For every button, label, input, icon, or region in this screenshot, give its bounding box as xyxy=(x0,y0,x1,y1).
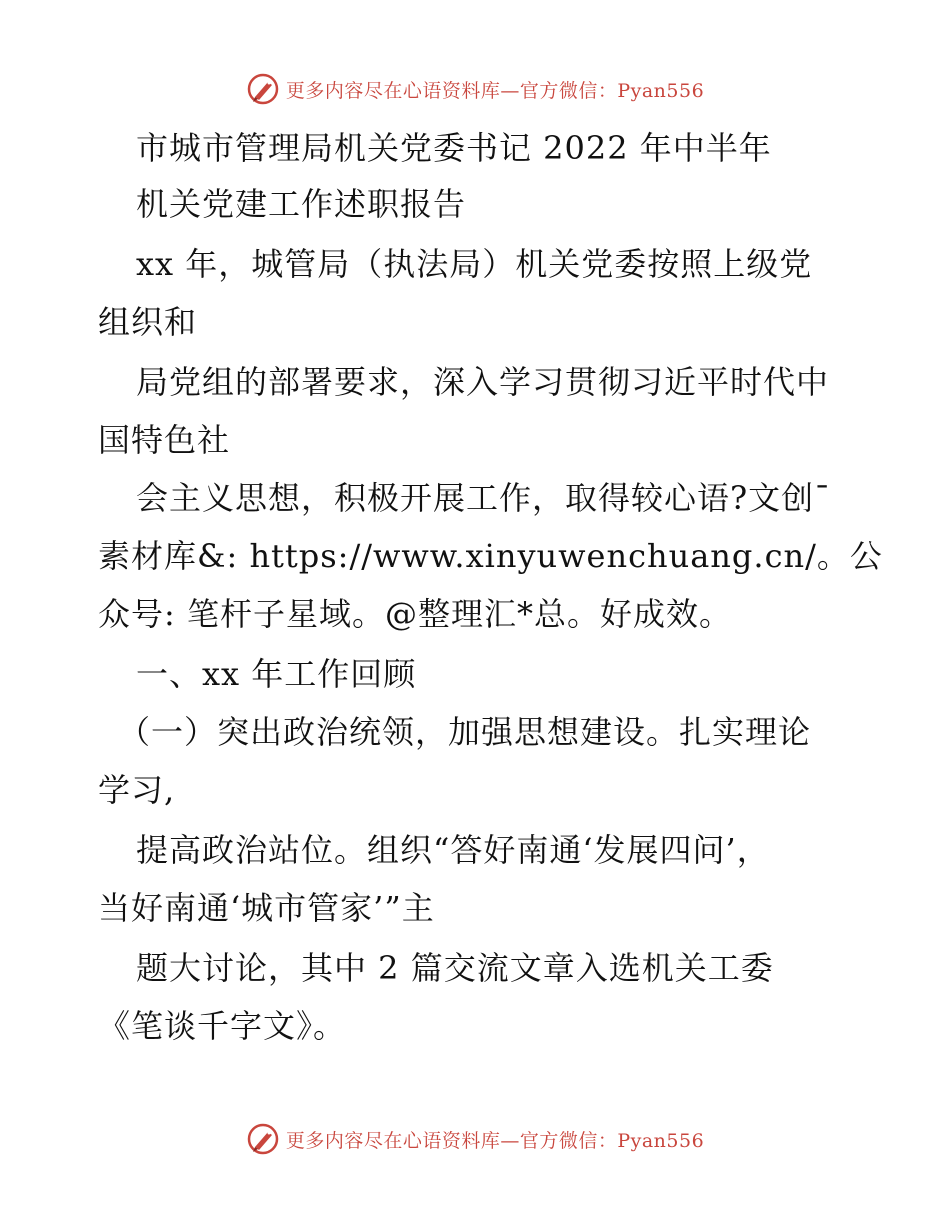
watermark-text: 更多内容尽在心语资料库—官方微信：Pyan556 xyxy=(285,79,705,102)
paragraph-line: 局党组的部署要求，深入学习贯彻习近平时代中 xyxy=(136,363,830,401)
paragraph-line: 《笔谈千字文》。 xyxy=(98,1007,347,1045)
paragraph-line: 学习, xyxy=(98,771,176,809)
paragraph-line: 提高政治站位。组织“答好南通‘发展四问’， xyxy=(136,831,770,869)
doc-title-line-2: 机关党建工作述职报告 xyxy=(136,185,467,223)
doc-title-line-1: 市城市管理局机关党委书记 2022 年中半年 xyxy=(136,129,772,167)
section-heading: 一、xx 年工作回顾 xyxy=(136,655,417,693)
paragraph-line: 会主义思想，积极开展工作，取得较心语?文创¯ xyxy=(136,479,832,517)
paragraph-line: 众号: 笔杆子星域。@整理汇*总。好成效。 xyxy=(98,595,732,633)
paragraph-line: 当好南通‘城市管家’”主 xyxy=(98,889,435,927)
pen-logo-icon xyxy=(246,1122,280,1156)
paragraph-line: 题大讨论，其中 2 篇交流文章入选机关工委 xyxy=(136,949,774,987)
paragraph-line: xx 年，城管局（执法局）机关党委按照上级党 xyxy=(136,245,813,283)
paragraph-line: 素材库&: https://www.xinyuwenchuang.cn/。公 xyxy=(98,537,883,575)
paragraph-line: 组织和 xyxy=(98,303,198,341)
watermark-header xyxy=(0,72,950,106)
watermark-footer xyxy=(0,1122,950,1156)
watermark-text: 更多内容尽在心语资料库—官方微信：Pyan556 xyxy=(285,1129,705,1152)
paragraph-line: （一）突出政治统领，加强思想建设。扎实理论 xyxy=(118,713,812,751)
pen-logo-icon xyxy=(246,72,280,106)
paragraph-line: 国特色社 xyxy=(98,421,231,459)
